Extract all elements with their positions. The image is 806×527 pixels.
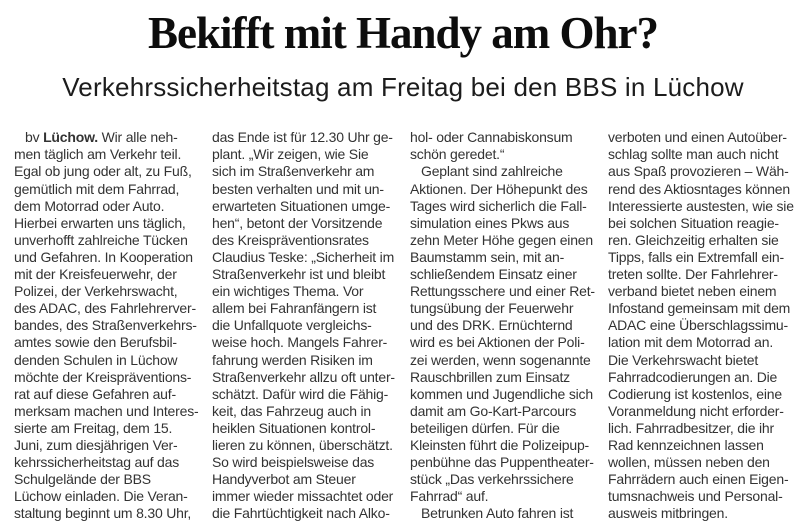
text-segment: ADAC eine Überschlagssimu- bbox=[608, 317, 788, 334]
text-segment: Schulgelände der BBS bbox=[14, 471, 151, 488]
text-line bbox=[410, 488, 595, 505]
text-line bbox=[410, 232, 595, 249]
text-line bbox=[212, 403, 397, 420]
text-segment: So wird beispielsweise das bbox=[212, 454, 375, 471]
text-line bbox=[410, 403, 595, 420]
text-segment: Tipps, falls ein Extremfall ein- bbox=[608, 248, 784, 265]
text-segment: möchte der Kreispräventions- bbox=[14, 368, 192, 385]
text-segment: Aktionen. Der Höhepunkt des bbox=[410, 180, 588, 197]
text-line bbox=[212, 198, 397, 215]
text-line bbox=[212, 505, 397, 522]
text-line bbox=[608, 403, 793, 420]
text-segment: staltung beginnt um 8.30 Uhr, bbox=[14, 505, 192, 522]
text-segment: damit am Go-Kart-Parcours bbox=[410, 402, 577, 419]
text-segment: ein wichtiges Thema. Vor bbox=[212, 283, 364, 300]
text-segment: penbühne das Puppentheater- bbox=[410, 454, 594, 471]
text-line bbox=[410, 454, 595, 471]
text-line bbox=[212, 215, 397, 232]
article-column bbox=[212, 129, 397, 522]
text-segment: lation mit dem Motorrad an. bbox=[608, 334, 774, 351]
text-line bbox=[212, 369, 397, 386]
dateline-place: Lüchow. bbox=[43, 129, 98, 146]
text-segment: Die Verkehrswacht bietet bbox=[608, 351, 759, 368]
text-segment: heiklen Situationen kontrol- bbox=[212, 419, 376, 436]
text-segment: lieren zu können, überschätzt. bbox=[212, 436, 393, 453]
text-segment: die Fahrtüchtigkeit nach Alko- bbox=[212, 505, 390, 522]
text-line bbox=[14, 283, 199, 300]
text-line bbox=[14, 334, 199, 351]
text-line bbox=[14, 129, 199, 146]
text-line bbox=[410, 181, 595, 198]
text-line bbox=[608, 454, 793, 471]
text-line bbox=[608, 334, 793, 351]
text-segment: hen“, betont der Vorsitzende bbox=[212, 214, 383, 231]
text-segment: Wir alle neh- bbox=[97, 129, 178, 146]
text-segment: ren. Gleichzeitig erhalten sie bbox=[608, 231, 779, 248]
text-line bbox=[14, 181, 199, 198]
text-line bbox=[410, 471, 595, 488]
text-segment: rat auf diese Gefahren auf- bbox=[14, 385, 176, 402]
text-segment: rend des Aktiosntages können bbox=[608, 180, 790, 197]
text-line bbox=[14, 352, 199, 369]
text-line bbox=[212, 386, 397, 403]
text-segment: tungsübung der Feuerwehr bbox=[410, 300, 574, 317]
text-segment: kehrssicherheitstag auf das bbox=[14, 454, 180, 471]
text-line bbox=[212, 129, 397, 146]
text-segment: zei werden, wenn sogenannte bbox=[410, 351, 591, 368]
text-line bbox=[14, 215, 199, 232]
text-segment: men täglich am Verkehr teil. bbox=[14, 146, 182, 163]
text-line bbox=[212, 471, 397, 488]
text-segment: bv bbox=[25, 129, 44, 146]
text-segment: Polizei, der Verkehrswacht, bbox=[14, 283, 178, 300]
text-line bbox=[608, 249, 793, 266]
text-segment: Infostand gemeinsam mit dem bbox=[608, 300, 791, 317]
text-segment: Fahrrad“ auf. bbox=[410, 488, 489, 505]
text-line bbox=[608, 420, 793, 437]
text-segment: gemütlich mit dem Fahrrad, bbox=[14, 180, 180, 197]
text-segment: bandes, des Straßenverkehrs- bbox=[14, 317, 197, 334]
text-segment: schön geredet.“ bbox=[410, 146, 505, 163]
page-subtitle: Verkehrssicherheitstag am Freitag bei den BBS in Lüchow bbox=[62, 72, 744, 103]
text-segment: tumsnachweis und Personal- bbox=[608, 488, 783, 505]
text-segment: aus Spaß provozieren – Wäh- bbox=[608, 163, 789, 180]
text-line bbox=[608, 488, 793, 505]
text-segment: die Unfallquote vergleichs- bbox=[212, 317, 372, 334]
text-segment: Voranmeldung nicht erforder- bbox=[608, 402, 784, 419]
text-line bbox=[608, 266, 793, 283]
text-line bbox=[212, 232, 397, 249]
text-line bbox=[608, 146, 793, 163]
text-line bbox=[410, 249, 595, 266]
text-segment: hol- oder Cannabiskonsum bbox=[410, 129, 573, 146]
text-segment: Rettungsschere und einer Ret- bbox=[410, 283, 595, 300]
text-line bbox=[410, 420, 595, 437]
text-segment: Straßenverkehr allzu oft unter- bbox=[212, 368, 395, 385]
text-segment: denden Schulen in Lüchow bbox=[14, 351, 178, 368]
text-segment: und des DRK. Ernüchternd bbox=[410, 317, 573, 334]
text-line bbox=[14, 403, 199, 420]
text-segment: das Ende ist für 12.30 Uhr ge- bbox=[212, 129, 393, 146]
text-line bbox=[212, 334, 397, 351]
text-segment: unverhofft zahlreiche Tücken bbox=[14, 231, 188, 248]
text-line bbox=[608, 198, 793, 215]
text-segment: plant. „Wir zeigen, wie Sie bbox=[212, 146, 369, 163]
text-line bbox=[608, 163, 793, 180]
text-line bbox=[608, 300, 793, 317]
text-line bbox=[14, 146, 199, 163]
text-line bbox=[212, 163, 397, 180]
text-line bbox=[608, 471, 793, 488]
text-line bbox=[14, 317, 199, 334]
text-segment: Claudius Teske: „Sicherheit im bbox=[212, 248, 395, 265]
text-line bbox=[212, 300, 397, 317]
text-line bbox=[212, 454, 397, 471]
text-line bbox=[14, 369, 199, 386]
text-line bbox=[212, 146, 397, 163]
text-segment: Egal ob jung oder alt, zu Fuß, bbox=[14, 163, 192, 180]
text-line bbox=[212, 266, 397, 283]
text-line bbox=[410, 198, 595, 215]
text-line bbox=[410, 505, 595, 522]
text-segment: Baumstamm sein, mit an- bbox=[410, 248, 565, 265]
text-segment: fahrung werden Risiken im bbox=[212, 351, 373, 368]
text-segment: verboten und einen Autoüber- bbox=[608, 129, 787, 146]
text-line bbox=[410, 437, 595, 454]
text-line bbox=[410, 266, 595, 283]
text-line bbox=[212, 488, 397, 505]
text-line bbox=[212, 249, 397, 266]
text-line bbox=[14, 471, 199, 488]
text-segment: zehn Meter Höhe gegen einen bbox=[410, 231, 593, 248]
text-segment: merksam machen und Interes- bbox=[14, 402, 199, 419]
text-line bbox=[212, 283, 397, 300]
text-line bbox=[410, 283, 595, 300]
text-segment: des Kreispräventionsrates bbox=[212, 231, 369, 248]
text-line bbox=[608, 369, 793, 386]
text-segment: Fahrradcodierungen an. Die bbox=[608, 368, 778, 385]
text-segment: Tages wird sicherlich die Fall- bbox=[410, 197, 587, 214]
text-segment: lich. Fahrradbesitzer, die ihr bbox=[608, 419, 774, 436]
article-column bbox=[14, 129, 199, 522]
text-line bbox=[608, 317, 793, 334]
text-segment: bei solchen Situation reagie- bbox=[608, 214, 779, 231]
text-line bbox=[14, 454, 199, 471]
text-segment: Lüchow einladen. Die Veran- bbox=[14, 488, 188, 505]
text-segment: Betrunken Auto fahren ist bbox=[421, 505, 574, 522]
text-line bbox=[410, 163, 595, 180]
text-segment: allem bei Fahranfängern ist bbox=[212, 300, 377, 317]
text-line bbox=[608, 283, 793, 300]
text-segment: Rauschbrillen zum Einsatz bbox=[410, 368, 570, 385]
text-line bbox=[14, 198, 199, 215]
text-line bbox=[608, 129, 793, 146]
text-segment: Hierbei erwarten uns täglich, bbox=[14, 214, 186, 231]
text-line bbox=[410, 369, 595, 386]
text-line bbox=[410, 215, 595, 232]
text-segment: Fahrrädern auch einen Eigen- bbox=[608, 471, 789, 488]
text-line bbox=[410, 386, 595, 403]
text-line bbox=[608, 232, 793, 249]
text-segment: sierte am Freitag, dem 15. bbox=[14, 419, 173, 436]
page-title: Bekifft mit Handy am Ohr? bbox=[148, 8, 658, 58]
text-line bbox=[212, 420, 397, 437]
text-line bbox=[410, 352, 595, 369]
text-segment: stück „Das verkehrssichere bbox=[410, 471, 574, 488]
text-line bbox=[14, 437, 199, 454]
text-line bbox=[212, 352, 397, 369]
text-line bbox=[410, 300, 595, 317]
text-segment: des ADAC, des Fahrlehrerver- bbox=[14, 300, 196, 317]
text-line bbox=[14, 386, 199, 403]
text-segment: Codierung ist kostenlos, eine bbox=[608, 385, 782, 402]
text-line bbox=[608, 437, 793, 454]
text-segment: Geplant sind zahlreiche bbox=[421, 163, 563, 180]
text-line bbox=[608, 215, 793, 232]
text-line bbox=[608, 505, 793, 522]
text-segment: dem Motorrad oder Auto. bbox=[14, 197, 165, 214]
text-segment: Kleinsten führt die Polizeipup- bbox=[410, 436, 590, 453]
text-line bbox=[14, 300, 199, 317]
text-segment: weise hoch. Mangels Fahrer- bbox=[212, 334, 388, 351]
text-segment: Juni, zum diesjährigen Ver- bbox=[14, 436, 178, 453]
text-line bbox=[608, 352, 793, 369]
text-line bbox=[410, 317, 595, 334]
text-line bbox=[608, 181, 793, 198]
text-line bbox=[410, 146, 595, 163]
text-line bbox=[608, 386, 793, 403]
text-segment: Handyverbot am Steuer bbox=[212, 471, 356, 488]
text-line bbox=[212, 181, 397, 198]
text-line bbox=[212, 317, 397, 334]
text-segment: besten verhalten und mit un- bbox=[212, 180, 384, 197]
text-line bbox=[14, 488, 199, 505]
text-segment: wird es bei Aktionen der Poli- bbox=[410, 334, 585, 351]
text-segment: immer wieder missachtet oder bbox=[212, 488, 394, 505]
text-line bbox=[14, 249, 199, 266]
article-body bbox=[0, 129, 806, 522]
article-column bbox=[410, 129, 595, 522]
text-segment: keit, das Fahrzeug auch in bbox=[212, 402, 372, 419]
text-segment: treten sollte. Der Fahrlehrer- bbox=[608, 266, 778, 283]
text-line bbox=[14, 163, 199, 180]
text-segment: wollen, müssen neben den bbox=[608, 454, 770, 471]
text-segment: Interessierte austesten, wie sie bbox=[608, 197, 794, 214]
text-line bbox=[410, 334, 595, 351]
text-segment: schlag sollte man auch nicht bbox=[608, 146, 779, 163]
text-segment: verband bietet neben einem bbox=[608, 283, 777, 300]
text-segment: ausweis mitbringen. bbox=[608, 505, 728, 522]
text-line bbox=[14, 266, 199, 283]
text-segment: erwarteten Situationen umge- bbox=[212, 197, 391, 214]
article-column bbox=[608, 129, 793, 522]
text-line bbox=[14, 232, 199, 249]
text-segment: beteiligen dürfen. Für die bbox=[410, 419, 560, 436]
text-segment: Rad kennzeichnen lassen bbox=[608, 436, 764, 453]
text-line bbox=[410, 129, 595, 146]
text-line bbox=[14, 420, 199, 437]
text-line bbox=[14, 505, 199, 522]
text-segment: amtes sowie den Berufsbil- bbox=[14, 334, 177, 351]
text-segment: und Gefahren. In Kooperation bbox=[14, 248, 193, 265]
text-segment: sich im Straßenverkehr am bbox=[212, 163, 375, 180]
text-segment: schließendem Einsatz einer bbox=[410, 266, 577, 283]
text-segment: simulation eines Pkws aus bbox=[410, 214, 570, 231]
text-segment: mit der Kreisfeuerwehr, der bbox=[14, 266, 177, 283]
text-line bbox=[212, 437, 397, 454]
text-segment: kommen und Jugendliche sich bbox=[410, 385, 593, 402]
text-segment: Straßenverkehr ist und bleibt bbox=[212, 266, 386, 283]
text-segment: schätzt. Dafür wird die Fähig- bbox=[212, 385, 389, 402]
